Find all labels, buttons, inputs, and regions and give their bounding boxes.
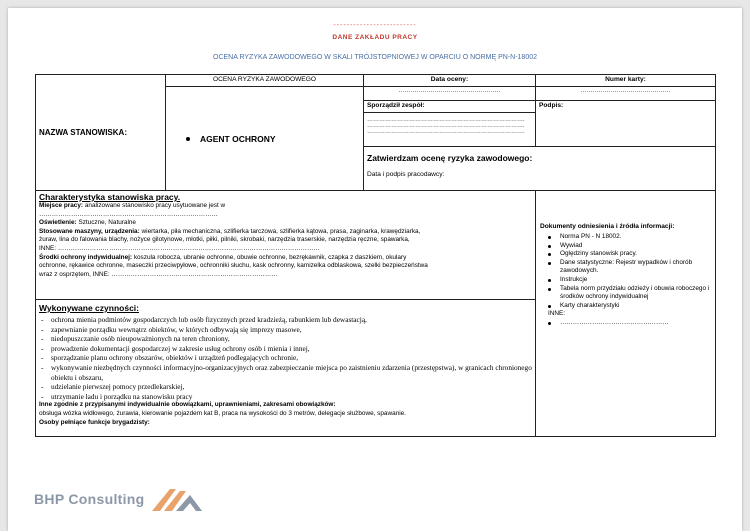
team-dots-2: ……………………………………………………………………. — [367, 123, 525, 129]
reference-item: Norma PN - N 18002. — [540, 233, 711, 242]
ppe-label: Środki ochrony indywidualnej: — [39, 253, 133, 261]
task-item: - utrzymanie ładu i porządku na stanowisku pracy — [39, 392, 532, 402]
lighting-label: Oświetlenie: — [39, 219, 77, 227]
team-dots-3: ……………………………………………………………………. — [367, 129, 525, 135]
company-label: DANE ZAKŁADU PRACY — [332, 34, 418, 41]
machines-other: INNE: …………………………………………………………………………………………………………… — [39, 244, 320, 252]
station-value-cell — [166, 87, 364, 191]
workplace-dots: ………………………………………………………………………… — [39, 210, 218, 218]
tasks-cell — [36, 300, 536, 437]
characteristics-title: Charakterystyka stanowiska pracy. — [39, 192, 181, 202]
task-item: - niedopuszczanie osób nieupoważnionych na teren chroniony, — [39, 334, 532, 344]
references-other-dots: …………………………………………… — [540, 319, 711, 328]
card-number-field[interactable]: ……………………………………… — [536, 87, 716, 101]
reference-item: Karty charakterystyki — [540, 302, 711, 311]
references-other-label: INNE: — [548, 310, 566, 318]
logo-text: BHP Consulting — [34, 491, 145, 507]
reference-item: Dane statystyczne: Rejestr wypadków i chorób zawodowych. — [540, 259, 711, 276]
approval-signature-label: Data i podpis pracodawcy: — [367, 171, 445, 178]
task-item: - zapewnianie porządku wewnątrz obiektów, w których odbywają się imprezy masowe, — [39, 325, 532, 335]
references-title: Dokumenty odniesienia i źródła informacji: — [540, 223, 675, 230]
task-item: - udzielanie pierwszej pomocy przedlekarskiej, — [39, 382, 532, 392]
ppe-value-3: wraz z osprzętem, INNE: …………………………………………………………………… — [39, 270, 278, 278]
bullet-icon — [186, 137, 190, 141]
logo-mountain-icon — [152, 485, 204, 513]
assessment-header: OCENA RYZYKA ZAWODOWEGO — [166, 75, 364, 87]
company-logo — [34, 485, 204, 513]
machines-value-2: żuraw, lina do falowania blachy, nożyce gilotynowe, młotki, piłki, pilniki, skrobaki, narzędzia traserskie, narzędzia ręczne, spawarka, — [39, 236, 410, 244]
company-dashes: ------------------------- — [333, 22, 417, 29]
tasks-list — [39, 315, 532, 401]
approval-label: Zatwierdzam ocenę ryzyka zawodowego: — [367, 153, 533, 163]
task-item: - sporządzanie planu ochrony obszarów, obiektów i urządzeń podlegających ochronie, — [39, 353, 532, 363]
lighting-value: Sztuczne, Naturalne — [78, 219, 136, 227]
references-other-list — [540, 319, 711, 328]
ppe-value: koszula robocza, ubranie ochronne, obuwie ochronne, bezrękawnik, czapka z daszkiem, okulary — [133, 253, 407, 261]
card-header: Numer karty: — [536, 75, 716, 87]
task-item: - ochrona mienia podmiotów gospodarczych lub osób fizycznych przed kradzieżą, rabunkiem lub dewastacją, — [39, 315, 532, 325]
team-dots-1: ……………………………………………………………………. — [367, 117, 525, 123]
tasks-title: Wykonywane czynności: — [39, 303, 139, 313]
references-list — [540, 233, 711, 310]
characteristics-cell — [36, 191, 536, 300]
functions-label: Osoby pełniące funkcje brygadzisty: — [39, 418, 150, 426]
document-subtitle: OCENA RYZYKA ZAWODOWEGO W SKALI TRÓJSTOPNIOWEJ W OPARCIU O NORMĘ PN-N-18002 — [213, 54, 537, 61]
reference-item: Instrukcje — [540, 276, 711, 285]
risk-assessment-table — [35, 74, 716, 437]
date-header: Data oceny: — [364, 75, 536, 87]
team-field[interactable] — [364, 113, 536, 147]
date-field[interactable]: …………………………………………… — [364, 87, 536, 101]
machines-label: Stosowane maszyny, urządzenia: — [39, 227, 140, 235]
task-item: - wykonywanie niezbędnych czynności informacyjno-organizacyjnych oraz zabezpieczanie miejsca po zaistnieniu zdarzenia (przestępstwa), w granicach chronionego obiektu i obszaru, — [39, 363, 532, 382]
team-label: Sporządził zespół: — [364, 101, 536, 113]
references-cell — [536, 191, 716, 437]
ppe-value-2: ochronne, rękawice ochronne, maseczki przeciwpyłowe, ochronniki słuchu, kask ochronny, kamizelka odblaskowa, szelki bezpieczeństwa — [39, 262, 428, 270]
machines-value: wiertarka, piła mechaniczna, szlifierka tarczowa, szlifierka kątowa, prasa, zaginarka, krawędziarka, — [141, 227, 421, 235]
reference-item: Wywiad — [540, 242, 711, 251]
task-item: - prowadzenie dokumentacji gospodarczej w zakresie usług ochrony osób i mienia i innej, — [39, 344, 532, 354]
other-duties-value: obsługa wózka widłowego, żurawia, kierowanie pojazdem kat B, praca na wysokości do 3 metrów, delegacje służbowe, spawanie. — [39, 409, 406, 417]
reference-item: Oględziny stanowisk pracy. — [540, 250, 711, 259]
approval-cell — [364, 147, 716, 191]
workplace-value: analizowane stanowisko pracy usytuowane jest w — [84, 202, 226, 209]
station-value: AGENT OCHRONY — [200, 133, 276, 144]
station-label: NAZWA STANOWISKA: — [39, 128, 127, 137]
reference-item: Tabela norm przydziału odzieży i obuwia roboczego i środków ochrony indywidualnej — [540, 285, 711, 302]
workplace-label: Miejsce pracy: — [39, 202, 84, 209]
signature-label: Podpis: — [536, 101, 716, 147]
document-page — [8, 8, 742, 531]
other-duties-label: Inne zgodnie z przypisanymi indywidualnie obowiązkami, uprawnieniami, zakresami obowiązków: — [39, 401, 336, 409]
station-label-cell — [36, 75, 166, 191]
